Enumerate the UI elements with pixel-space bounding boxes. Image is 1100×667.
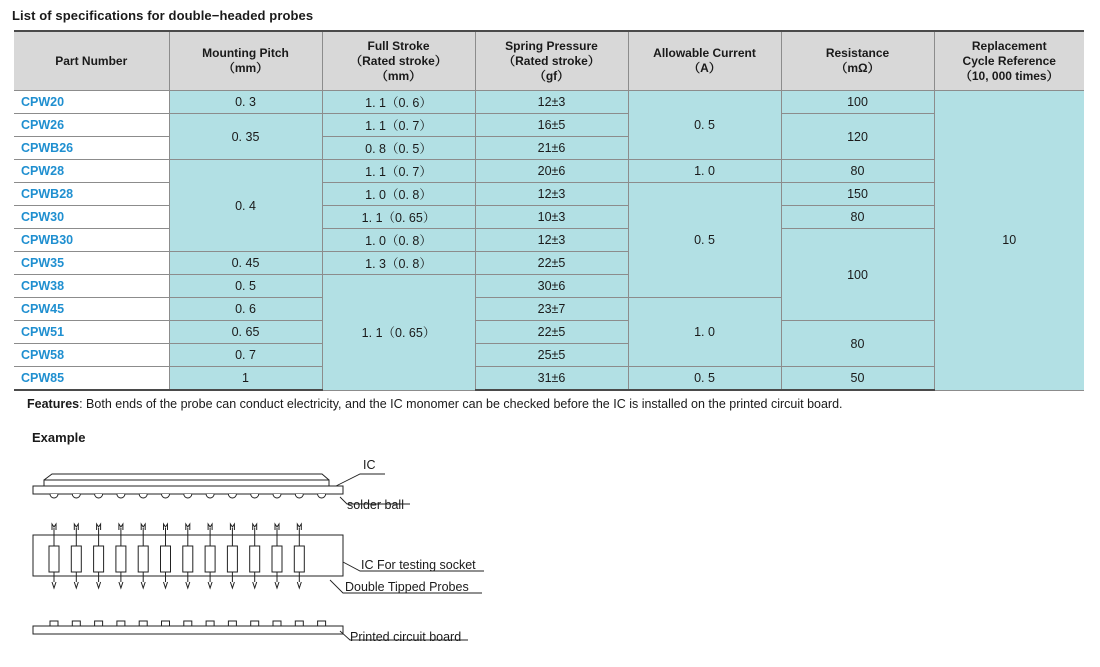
pcb-pad: [318, 621, 326, 626]
table-row: [14, 160, 1084, 183]
spring-pressure-cell: 12±3: [475, 229, 628, 252]
page-title: List of specifications for double−headed probes: [12, 8, 314, 23]
mounting-pitch-cell: 0. 65: [169, 321, 322, 344]
pcb-pad: [184, 621, 192, 626]
ic-label: IC: [363, 458, 376, 472]
spring-pressure-cell: 12±3: [475, 91, 628, 114]
column-header-line: （A）: [688, 61, 721, 75]
full-stroke-cell: 1. 1（0. 7）: [322, 114, 475, 137]
column-header: [475, 31, 628, 91]
pcb-pad: [117, 621, 125, 626]
part-number-cell: CPW35: [14, 252, 169, 275]
full-stroke-cell: 1. 1（0. 65）: [322, 206, 475, 229]
column-header-line: （Rated stroke）: [350, 53, 447, 68]
probes-label: Double Tipped Probes: [345, 580, 469, 594]
full-stroke-cell: 1. 0（0. 8）: [322, 229, 475, 252]
column-header-line: Allowable Current: [653, 46, 756, 60]
solder-ball: [251, 494, 259, 498]
ic-chip-drawing: [33, 474, 343, 494]
solder-ball: [139, 494, 147, 498]
column-header: [14, 31, 169, 91]
column-header: [934, 31, 1084, 91]
probe: [294, 524, 304, 588]
pcb-pad-row: [50, 621, 326, 626]
full-stroke-cell: 0. 8（0. 5）: [322, 137, 475, 160]
part-number-cell: CPW28: [14, 160, 169, 183]
spring-pressure-cell: 23±7: [475, 298, 628, 321]
column-header: [781, 31, 934, 91]
table-row: [14, 321, 1084, 344]
full-stroke-cell: 1. 1（0. 6）: [322, 91, 475, 114]
pcb-pad: [72, 621, 80, 626]
mounting-pitch-cell: 0. 4: [169, 160, 322, 252]
spring-pressure-cell: 10±3: [475, 206, 628, 229]
table-row: [14, 91, 1084, 114]
column-header-line: Resistance: [825, 46, 890, 60]
part-number-cell: CPW38: [14, 275, 169, 298]
spring-pressure-cell: 22±5: [475, 321, 628, 344]
probe: [49, 524, 59, 588]
pcb-pad: [251, 621, 259, 626]
probe: [71, 524, 81, 588]
column-header-line: Cycle Reference: [962, 53, 1056, 68]
full-stroke-cell: 1. 0（0. 8）: [322, 183, 475, 206]
resistance-cell: 50: [781, 367, 934, 391]
allowable-current-cell: 1. 0: [628, 298, 781, 367]
part-number-cell: CPW51: [14, 321, 169, 344]
column-header-line: Part Number: [55, 53, 128, 68]
full-stroke-cell: 1. 1（0. 65）: [322, 275, 475, 391]
part-number-cell: CPW30: [14, 206, 169, 229]
socket-label: IC For testing socket: [361, 558, 476, 572]
solder-ball-label: solder ball: [347, 498, 404, 512]
pcb-pad: [50, 621, 58, 626]
part-number-cell: CPW58: [14, 344, 169, 367]
spring-pressure-cell: 12±3: [475, 183, 628, 206]
solder-ball: [206, 494, 214, 498]
part-number-cell: CPWB30: [14, 229, 169, 252]
probe: [272, 524, 282, 588]
column-header-line: （10, 000 times）: [959, 68, 1059, 83]
part-number-cell: CPWB26: [14, 137, 169, 160]
resistance-cell: 80: [781, 160, 934, 183]
spring-pressure-cell: 21±6: [475, 137, 628, 160]
solder-ball: [50, 494, 58, 498]
column-header-line: （gf）: [533, 68, 570, 83]
spring-pressure-cell: 25±5: [475, 344, 628, 367]
pcb-pad: [139, 621, 147, 626]
column-header-line: Full Stroke: [367, 38, 430, 53]
column-header-line: Replacement: [971, 38, 1047, 53]
resistance-cell: 120: [781, 114, 934, 160]
mounting-pitch-cell: 0. 5: [169, 275, 322, 298]
features-label: Features: [27, 397, 80, 411]
pcb-pad: [206, 621, 214, 626]
spec-table: [14, 30, 1084, 391]
probe: [227, 524, 237, 588]
column-header-line: Mounting Pitch: [202, 46, 289, 60]
full-stroke-cell: 1. 3（0. 8）: [322, 252, 475, 275]
spring-pressure-cell: 16±5: [475, 114, 628, 137]
allowable-current-cell: 1. 0: [628, 160, 781, 183]
resistance-cell: 150: [781, 183, 934, 206]
probe: [138, 524, 148, 588]
mounting-pitch-cell: 0. 45: [169, 252, 322, 275]
pcb-pad: [162, 621, 170, 626]
pcb-pad: [273, 621, 281, 626]
pcb-pad: [95, 621, 103, 626]
pcb-label: Printed circuit board: [350, 630, 462, 644]
solder-ball: [95, 494, 103, 498]
part-number-cell: CPW85: [14, 367, 169, 391]
resistance-cell: 100: [781, 91, 934, 114]
column-header-line: （Rated stroke）: [503, 53, 600, 68]
resistance-cell: 80: [781, 206, 934, 229]
column-header-line: （mm）: [222, 61, 269, 75]
part-number-cell: CPW45: [14, 298, 169, 321]
column-header: [628, 31, 781, 91]
example-diagram: [0, 450, 560, 660]
probe: [250, 524, 260, 588]
mounting-pitch-cell: 0. 3: [169, 91, 322, 114]
column-header-line: （mm）: [375, 68, 422, 83]
part-number-cell: CPW26: [14, 114, 169, 137]
mounting-pitch-cell: 0. 6: [169, 298, 322, 321]
table-row: [14, 114, 1084, 137]
solder-ball: [273, 494, 281, 498]
solder-ball: [318, 494, 326, 498]
spring-pressure-cell: 31±6: [475, 367, 628, 391]
example-heading: Example: [32, 430, 86, 445]
allowable-current-cell: 0. 5: [628, 91, 781, 160]
full-stroke-cell: 1. 1（0. 7）: [322, 160, 475, 183]
solder-ball: [72, 494, 80, 498]
column-header: [169, 31, 322, 91]
solder-ball: [228, 494, 236, 498]
part-number-cell: CPW20: [14, 91, 169, 114]
spring-pressure-cell: 20±6: [475, 160, 628, 183]
pcb-drawing: [33, 626, 343, 634]
pcb-pad: [295, 621, 303, 626]
table-header-row: [14, 31, 1084, 91]
mounting-pitch-cell: 1: [169, 367, 322, 391]
probe: [94, 524, 104, 588]
pcb-pad: [228, 621, 236, 626]
part-number-cell: CPWB28: [14, 183, 169, 206]
solder-ball: [162, 494, 170, 498]
solder-ball-row: [50, 494, 326, 498]
spring-pressure-cell: 30±6: [475, 275, 628, 298]
allowable-current-cell: 0. 5: [628, 367, 781, 391]
allowable-current-cell: 0. 5: [628, 183, 781, 298]
solder-ball: [117, 494, 125, 498]
spring-pressure-cell: 22±5: [475, 252, 628, 275]
resistance-cell: 100: [781, 229, 934, 321]
mounting-pitch-cell: 0. 35: [169, 114, 322, 160]
column-header-line: Spring Pressure: [505, 38, 598, 53]
solder-ball: [295, 494, 303, 498]
features-note: [27, 397, 843, 411]
table-row: [14, 367, 1084, 391]
features-text: : Both ends of the probe can conduct electricity, and the IC monomer can be checked before the IC is installed on the printed circuit board.: [79, 397, 843, 411]
column-header: [322, 31, 475, 91]
resistance-cell: 80: [781, 321, 934, 367]
replacement-cycle-cell: 10: [934, 91, 1084, 391]
mounting-pitch-cell: 0. 7: [169, 344, 322, 367]
column-header-line: （mΩ）: [835, 61, 880, 75]
probe: [116, 524, 126, 588]
probe: [205, 524, 215, 588]
probe: [161, 524, 171, 588]
probe: [183, 524, 193, 588]
solder-ball: [184, 494, 192, 498]
